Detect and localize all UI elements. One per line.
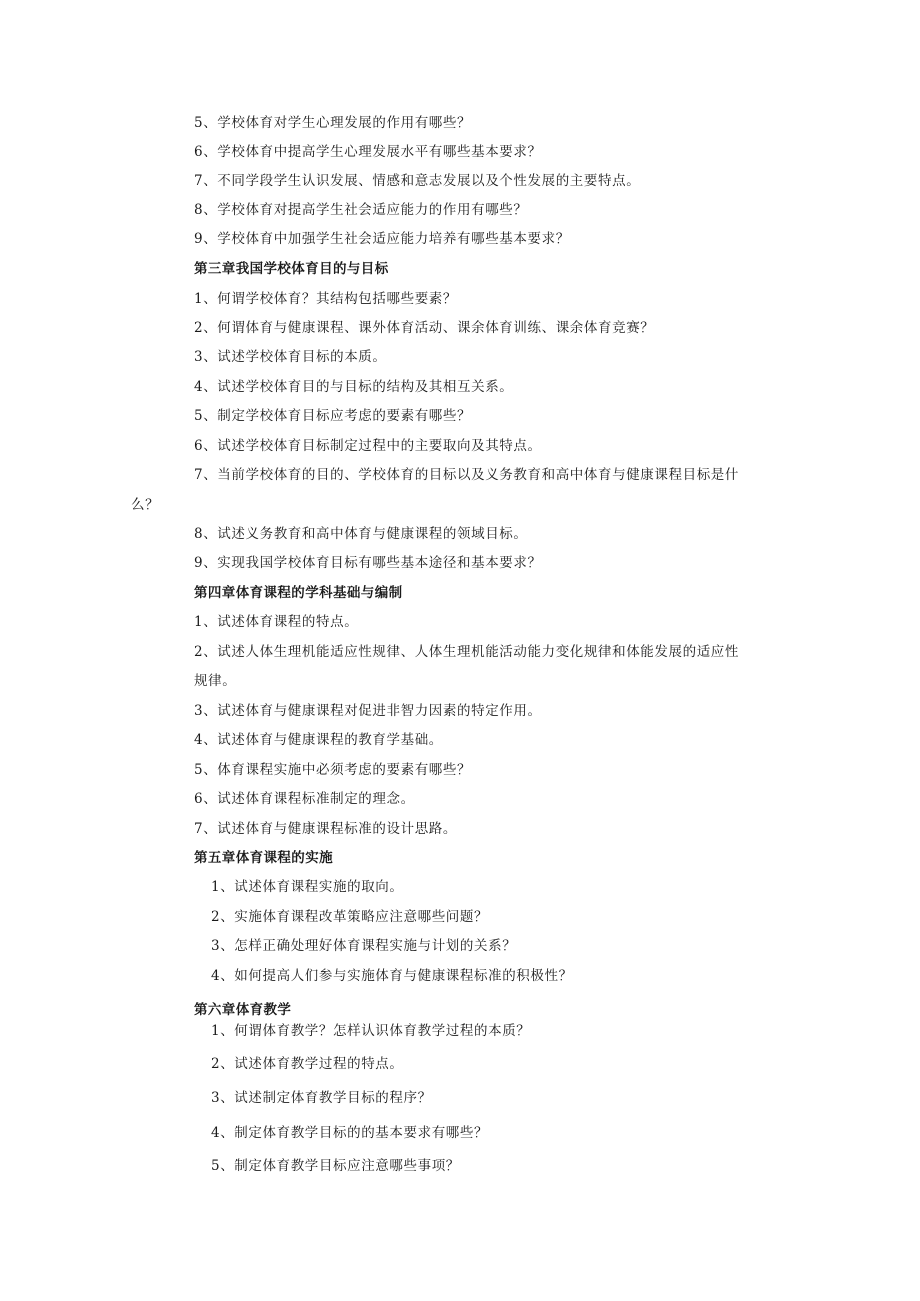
question-item: 5、制定学校体育目标应考虑的要素有哪些？ — [194, 408, 472, 424]
question-item: 3、怎样正确处理好体育课程实施与计划的关系？ — [211, 938, 517, 954]
chapter-5-title: 第五章体育课程的实施 — [194, 850, 333, 866]
question-item: 2、试述人体生理机能适应性规律、人体生理机能活动能力变化规律和体能发展的适应性 — [194, 644, 739, 660]
question-item: 6、试述体育课程标准制定的理念。 — [194, 791, 415, 807]
question-item: 4、如何提高人们参与实施体育与健康课程标准的积极性？ — [211, 968, 573, 984]
question-item: 4、试述体育与健康课程的教育学基础。 — [194, 732, 443, 748]
question-item: 7、当前学校体育的目的、学校体育的目标以及义务教育和高中体育与健康课程目标是什 — [194, 467, 739, 483]
chapter-6-title: 第六章体育教学 — [194, 1002, 292, 1018]
question-item: 1、试述体育课程的特点。 — [194, 614, 359, 630]
question-item: 3、试述学校体育目标的本质。 — [194, 349, 387, 365]
question-item: 1、何谓学校体育？其结构包括哪些要素？ — [194, 291, 457, 307]
question-item: 2、何谓体育与健康课程、课外体育活动、课余体育训练、课余体育竞赛？ — [194, 320, 655, 336]
question-item: 5、制定体育教学目标应注意哪些事项？ — [211, 1158, 460, 1174]
question-item: 7、不同学段学生认识发展、情感和意志发展以及个性发展的主要特点。 — [194, 173, 641, 189]
question-item: 5、学校体育对学生心理发展的作用有哪些？ — [194, 115, 472, 131]
chapter-4-title: 第四章体育课程的学科基础与编制 — [194, 585, 403, 601]
question-item: 1、何谓体育教学？怎样认识体育教学过程的本质？ — [211, 1023, 531, 1039]
question-item: 6、学校体育中提高学生心理发展水平有哪些基本要求？ — [194, 144, 542, 160]
question-item: 4、制定体育教学目标的的基本要求有哪些？ — [211, 1125, 489, 1141]
question-item: 6、试述学校体育目标制定过程中的主要取向及其特点。 — [194, 438, 542, 454]
question-item: 5、体育课程实施中必须考虑的要素有哪些？ — [194, 762, 472, 778]
question-item-continuation: 规律。 — [194, 673, 237, 689]
question-item: 4、试述学校体育目的与目标的结构及其相互关系。 — [194, 379, 514, 395]
question-item: 7、试述体育与健康课程标准的设计思路。 — [194, 821, 457, 837]
question-item: 2、实施体育课程改革策略应注意哪些问题？ — [211, 909, 489, 925]
question-item: 3、试述体育与健康课程对促进非智力因素的特定作用。 — [194, 703, 542, 719]
question-item: 9、实现我国学校体育目标有哪些基本途径和基本要求？ — [194, 555, 542, 571]
question-item: 9、学校体育中加强学生社会适应能力培养有哪些基本要求？ — [194, 231, 570, 247]
question-item: 8、试述义务教育和高中体育与健康课程的领域目标。 — [194, 526, 528, 542]
question-item: 3、试述制定体育教学目标的程序？ — [211, 1090, 432, 1106]
question-item: 1、试述体育课程实施的取向。 — [211, 879, 404, 895]
question-item-continuation: 么？ — [131, 497, 160, 513]
question-item: 8、学校体育对提高学生社会适应能力的作用有哪些？ — [194, 202, 528, 218]
question-item: 2、试述体育教学过程的特点。 — [211, 1056, 404, 1072]
chapter-3-title: 第三章我国学校体育目的与目标 — [194, 261, 389, 277]
